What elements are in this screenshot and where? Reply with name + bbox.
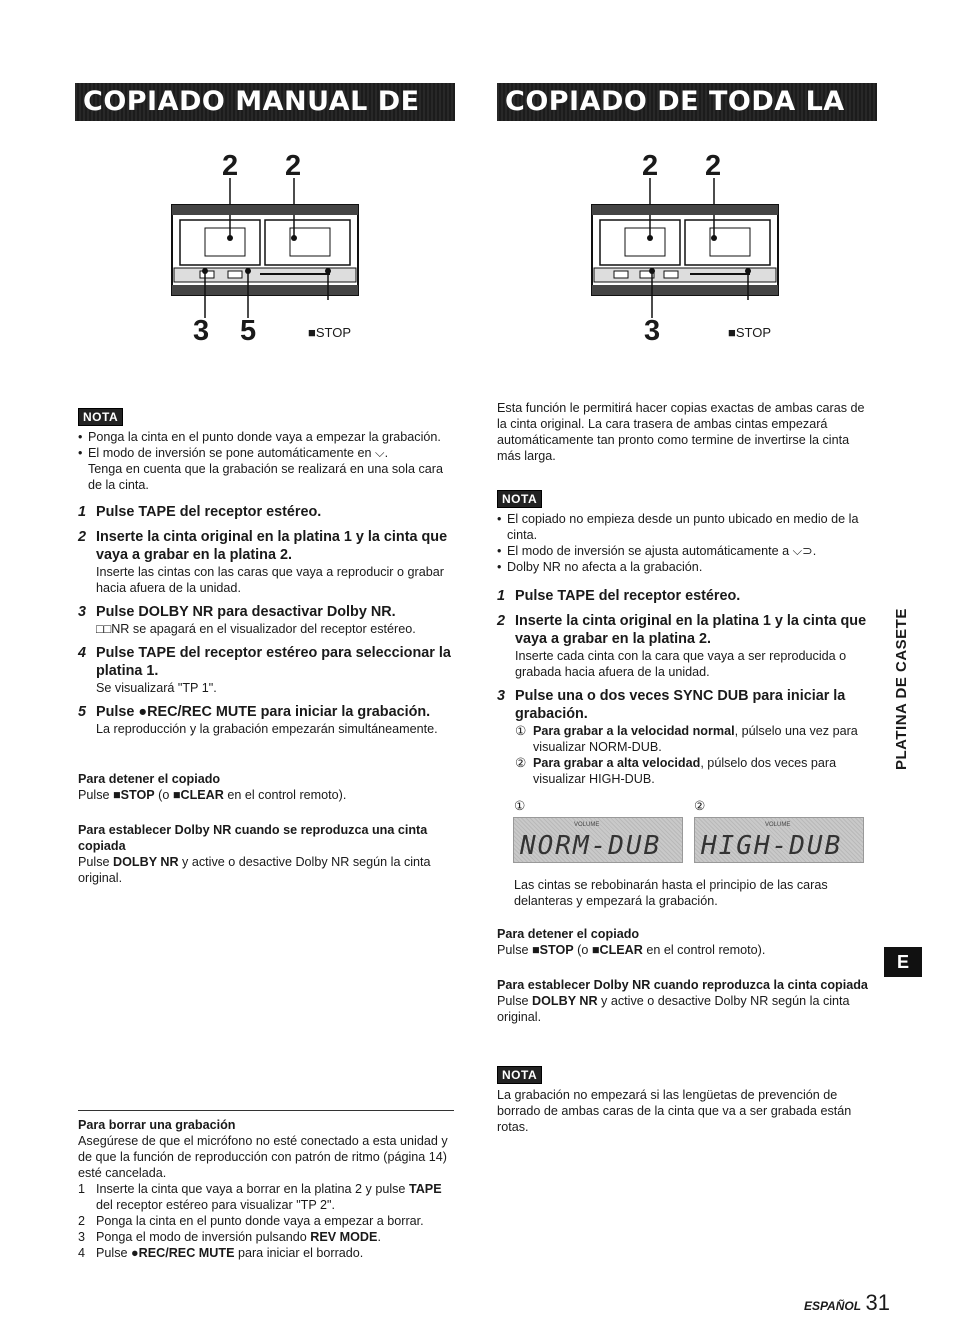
diagram-left-label-5: 5 bbox=[240, 315, 257, 347]
left-step-2-number: 2 bbox=[78, 529, 87, 545]
erase-step-4: 4 Pulse ●REC/REC MUTE para iniciar el borrado. bbox=[78, 1246, 364, 1260]
right-step-2-title: Inserte la cinta original en la platina 1 y la cinta que vaya a grabar en la platina 2. bbox=[515, 613, 867, 647]
left-step-2-title: Inserte la cinta original en la platina 1 y la cinta que vaya a grabar en la platina 2. bbox=[96, 529, 448, 563]
right-stop-section bbox=[497, 926, 875, 958]
display-norm-dub bbox=[513, 817, 683, 863]
footer-language: ESPAÑOL bbox=[803, 1299, 862, 1313]
left-nota-bullet-1: • Ponga la cinta en el punto donde vaya a empezar la grabación. bbox=[78, 429, 454, 445]
left-step-3-title: Pulse DOLBY NR para desactivar Dolby NR. bbox=[96, 604, 396, 620]
left-step-4-body: Se visualizará "TP 1". bbox=[96, 681, 217, 695]
banner-right: COPIADO DE TODA LA CINTA bbox=[497, 83, 877, 121]
page-footer bbox=[760, 1290, 890, 1316]
left-step-4-number: 4 bbox=[78, 645, 87, 661]
right-nota-list bbox=[497, 511, 875, 575]
left-step-3-body: □□NR se apagará en el visualizador del receptor estéreo. bbox=[96, 622, 416, 636]
left-step-4-title: Pulse TAPE del receptor estéreo para seleccionar la platina 1. bbox=[96, 645, 451, 679]
nota-badge-right-2: NOTA bbox=[497, 1066, 542, 1084]
left-step-5-title: Pulse ●REC/REC MUTE para iniciar la grabación. bbox=[96, 704, 431, 720]
display-mark-1: ① bbox=[514, 799, 526, 813]
left-step-5-number: 5 bbox=[78, 704, 87, 720]
diagram-left-label-2a: 2 bbox=[222, 150, 239, 182]
footer-page-number: 31 bbox=[865, 1290, 890, 1315]
display-mark-2: ② bbox=[694, 799, 706, 813]
right-step-1-title: Pulse TAPE del receptor estéreo. bbox=[515, 588, 741, 604]
diagram-left-label-2b: 2 bbox=[285, 150, 302, 182]
right-step-3-option-1: ① Para grabar a la velocidad normal, púlselo una vez para visualizar NORM-DUB. bbox=[515, 724, 858, 754]
right-nota-bullet-2: • El modo de inversión se ajusta automáticamente a ⌵⊃. bbox=[497, 543, 875, 559]
left-steps bbox=[78, 503, 456, 737]
rewind-text: Las cintas se rebobinarán hasta el principio de las caras delanteras y empezará la grabación. bbox=[514, 878, 828, 908]
diagram-right-label-2b: 2 bbox=[705, 150, 722, 182]
right-stop-heading: Para detener el copiado bbox=[497, 927, 640, 941]
left-step-5-body: La reproducción y la grabación empezarán simultáneamente. bbox=[96, 722, 438, 736]
erase-heading: Para borrar una grabación bbox=[78, 1118, 236, 1132]
diagram-right-label-3: 3 bbox=[644, 315, 661, 347]
right-step-2 bbox=[497, 612, 875, 680]
left-step-4 bbox=[78, 644, 456, 696]
diagram-right-label-2a: 2 bbox=[642, 150, 659, 182]
left-stop-section bbox=[78, 771, 456, 803]
diagram-left bbox=[160, 150, 420, 350]
left-nota-list bbox=[78, 429, 454, 461]
left-erase-section bbox=[78, 1117, 456, 1261]
left-dolby-heading: Para establecer Dolby NR cuando se reproduzca una cinta copiada bbox=[78, 823, 428, 853]
left-step-2 bbox=[78, 528, 456, 596]
diagram-left-label-3: 3 bbox=[193, 315, 210, 347]
right-dolby-text: Pulse DOLBY NR y active o desactive Dolby NR según la cinta original. bbox=[497, 994, 850, 1024]
right-nota-bullet-1: • El copiado no empieza desde un punto ubicado en medio de la cinta. bbox=[497, 511, 875, 543]
side-tab-platina-de-casete: PLATINA DE CASETE bbox=[893, 608, 910, 770]
right-nota-bullet-3: • Dolby NR no afecta a la grabación. bbox=[497, 559, 875, 575]
display-high-dub-volume: VOLUME bbox=[765, 822, 791, 828]
right-step-3-number: 3 bbox=[497, 688, 506, 704]
right-steps bbox=[497, 587, 875, 787]
right-nota-block bbox=[497, 511, 875, 575]
left-step-2-body: Inserte las cintas con las caras que vaya a reproducir o grabar hacia afuera de la unidad. bbox=[96, 565, 444, 595]
diagram-right-stop-label: ■STOP bbox=[728, 325, 772, 340]
left-step-1 bbox=[78, 503, 456, 521]
right-dolby-section bbox=[497, 977, 875, 1025]
left-nota-extra: Tenga en cuenta que la grabación se realizará en una sola cara de la cinta. bbox=[88, 462, 443, 492]
cassette-deck-drawing-right bbox=[580, 150, 840, 350]
left-nota-bullet-2: • El modo de inversión se pone automáticamente en ⌵. bbox=[78, 445, 454, 461]
nota-badge-right: NOTA bbox=[497, 490, 542, 508]
right-step-1-number: 1 bbox=[497, 588, 506, 604]
diagram-right bbox=[580, 150, 840, 350]
left-erase-divider bbox=[78, 1110, 454, 1111]
erase-intro: Asegúrese de que el micrófono no esté conectado a esta unidad y de que la función de reproducción con patrón de ritmo (página 14) esté cancelada. bbox=[78, 1134, 448, 1180]
right-step-3 bbox=[497, 687, 875, 787]
diagram-left-stop-label: ■STOP bbox=[308, 325, 352, 340]
banner-left: COPIADO MANUAL DE UNA CINTA bbox=[75, 83, 455, 121]
erase-step-2: 2 Ponga la cinta en el punto donde vaya a empezar a borrar. bbox=[78, 1214, 424, 1228]
display-high-dub-text: HIGH-DUB bbox=[701, 831, 843, 861]
left-dolby-section bbox=[78, 822, 456, 886]
display-high-dub bbox=[694, 817, 864, 863]
left-step-3-number: 3 bbox=[78, 604, 87, 620]
erase-step-3: 3 Ponga el modo de inversión pulsando REV MODE. bbox=[78, 1230, 381, 1244]
right-step-2-number: 2 bbox=[497, 613, 506, 629]
left-step-5 bbox=[78, 703, 456, 737]
right-nota2-text: La grabación no empezará si las lengüetas de prevención de borrado de ambas caras de la cinta que va a ser grabada están rotas. bbox=[497, 1088, 852, 1134]
left-step-1-number: 1 bbox=[78, 504, 87, 520]
display-norm-dub-volume: VOLUME bbox=[574, 822, 600, 828]
right-intro: Esta función le permitirá hacer copias exactas de ambas caras de la cinta original. La cara trasera de ambas cintas empezará automáticamente tan pronto como termine de invertirse la cinta más larga. bbox=[497, 401, 865, 463]
language-badge: E bbox=[884, 947, 922, 977]
right-dolby-heading: Para establecer Dolby NR cuando reproduzca la cinta copiada bbox=[497, 978, 868, 992]
right-step-3-title: Pulse una o dos veces SYNC DUB para iniciar la grabación. bbox=[515, 688, 846, 722]
erase-step-1: 1 Inserte la cinta que vaya a borrar en la platina 2 y pulse TAPE del receptor estéreo para visualizar "TP 2". bbox=[78, 1182, 442, 1212]
left-step-1-title: Pulse TAPE del receptor estéreo. bbox=[96, 504, 322, 520]
right-step-3-option-2: ② Para grabar a alta velocidad, púlselo dos veces para visualizar HIGH-DUB. bbox=[515, 756, 837, 786]
right-step-1 bbox=[497, 587, 875, 605]
display-norm-dub-text: NORM-DUB bbox=[520, 831, 662, 861]
left-dolby-text: Pulse DOLBY NR y active o desactive Dolby NR según la cinta original. bbox=[78, 855, 431, 885]
right-step-2-body: Inserte cada cinta con la cara que vaya a ser reproducida o grabada hacia afuera de la unidad. bbox=[515, 649, 847, 679]
left-stop-heading: Para detener el copiado bbox=[78, 772, 221, 786]
nota-badge-left: NOTA bbox=[78, 408, 123, 426]
left-step-3 bbox=[78, 603, 456, 637]
right-stop-text: Pulse ■STOP (o ■CLEAR en el control remoto). bbox=[497, 943, 766, 957]
left-stop-text: Pulse ■STOP (o ■CLEAR en el control remoto). bbox=[78, 788, 347, 802]
left-nota-block bbox=[78, 429, 454, 493]
